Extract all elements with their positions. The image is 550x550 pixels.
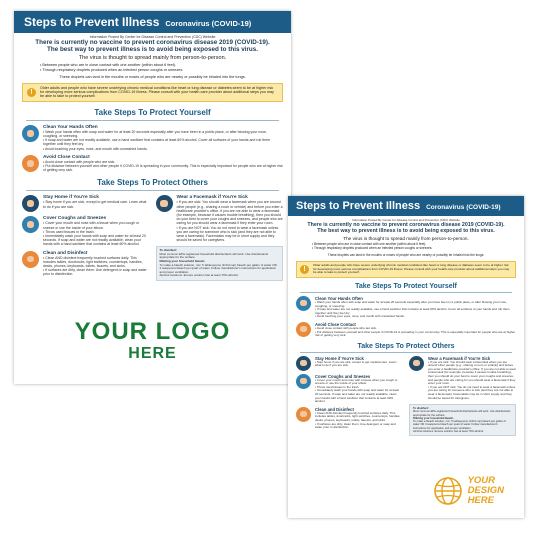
list-item [409,356,516,401]
list-item [22,125,283,151]
item-text: If soap and water are not readily available, use a hand sanitizer that contains at least 60% alcohol. Cover all surfaces of your hands and rub them together until they feel dry. [43,138,271,147]
callout-text: Older adults and people who have severe underlying chronic medical conditions like heart or lung disease or diabetes seem to be at higher risk for developing more serious complications from COVID-19 illness. Please consult with your health care provider about additional steps you may be able to take to protect yourself. [313,262,510,275]
design-line-1: YOUR [467,475,496,487]
item-line: • Immediately wash your hands with soap and water for at least 20 seconds. If soap and water are not readily available, clean your hands with a hand sanitizer that contains at least 60% alcohol. [315,388,399,404]
design-line-3: HERE [467,494,494,506]
facemask-icon [409,356,424,371]
item-title: Clean and Disinfect [43,250,88,256]
item-title: Wear a Facemask if You're Sick [428,355,491,361]
divider [300,292,512,293]
item-line: • If you are sick: You should wear a facemask when you are around other people (e.g., sharing a room or vehicle) and before you enter a healthcare provider's office. If you are not able to wear a facemask (for example, because it causes trouble breathing), then you should do your best to cover your coughs and sneezes, and people who are caring for you should wear a facemask if they enter your room. [428,359,516,386]
bullet-text: Through respiratory droplets produced when an infected person coughs or sneezes. [42,68,184,73]
item-text: Avoid close contact with people who are sick. [316,325,377,330]
item-text: Wash your hands often with soap and water for at least 20 seconds especially after you have been in a public place, or after blowing your nose, coughing, or sneezing. [315,299,507,308]
disinfect-line: Most common EPA-registered household disinfectants will work. Use disinfectants appropriate for the surface. [159,251,269,260]
item-line: • Stay home if you are sick, except to get medical care. Learn what to do if you are sick. [43,200,147,209]
droplets-note: These droplets can land in the mouths or noses of people who are nearby or possibly be inhaled into the lungs. [327,252,485,257]
item-line: • Avoid touching your eyes, nose, and mouth with unwashed hands. [43,146,148,151]
item-title: Cover Coughs and Sneezes [43,216,107,222]
bullet-text: Between people who are in close contact with one another (within about 6 feet). [314,242,427,247]
item-text: Avoid close contact with people who are sick. [45,159,116,164]
list-item [296,322,516,338]
spray-bottle-icon [296,407,311,422]
disinfect-line: Diluting your household bleach. [413,416,454,420]
item-line: • Wash your hands often with soap and water for at least 20 seconds especially after you have been in a public place, or after blowing your nose, coughing, or sneezing. [43,129,267,139]
bullet-item: • Through respiratory droplets produced when an infected person coughs or sneezes. [312,246,433,250]
poster-header [288,196,524,216]
item-title: Clean Your Hands Often [315,295,363,301]
disinfect-line: To disinfect: [413,407,429,411]
poster-subtitle: Coronavirus (COVID-19) [426,204,501,211]
item-line: • Avoid close contact with people who are sick. [43,159,116,164]
disinfect-line: Most common EPA-registered household disinfectants will work. Use disinfectants appropriate for the surface. [413,410,511,417]
poster-your-design [288,196,524,518]
list-item [296,296,516,319]
attribution: Information Posted By Center for Disease Control and Prevention (CDC) Website [352,218,460,222]
list-item [22,251,150,277]
item-title: Stay Home if You're Sick [315,355,364,361]
item-line: • Avoid close contact with people who are sick. [315,325,377,330]
logo-placeholder [14,320,291,362]
others-left-column [296,353,403,436]
others-right-column [156,191,284,281]
warning-icon: ! [300,265,309,274]
item-title: Cover Coughs and Sneezes [315,373,371,379]
section-protect-yourself: Take Steps To Protect Yourself [355,282,457,290]
poster-your-logo [14,11,291,384]
hand-washing-icon [22,125,39,142]
item-text: Stay home if you are sick, except to get medical care. Learn what to do if you are sick. [315,359,397,368]
item-text: Throw used tissues in the trash. [316,384,360,389]
item-line: • If you are NOT sick: You do not need to wear a facemask unless you are caring for someone who is sick (and they are not able to wear a facemask). Facemasks may be in short supply and they should be saved for caregivers. [176,225,279,243]
item-title: Clean and Disinfect [315,406,354,412]
item-line: • If you are sick: You should wear a facemask when you are around other people (e.g., sharing a room or vehicle) and before you enter a healthcare provider's office. If you are not able to wear a facemask (for example, because it causes trouble breathing), then you should do your best to cover your coughs and sneezes, and people who are caring for you should wear a facemask if they enter your room. [176,200,283,226]
bullet-item: • Between people who are in close contact with one another (within about 6 feet). [312,242,427,247]
item-line: • Clean AND disinfect frequently touched surfaces daily. This includes tables, doorknobs, light switches, countertops, handles, desks, phones, keyboards, toilets, faucets, and sinks. [43,255,143,268]
hand-washing-icon [296,296,311,311]
bullet-text: Through respiratory droplets produced when an infected person coughs or sneezes. [313,246,433,250]
bullet-item: • Through respiratory droplets produced when an infected person coughs or sneezes. [40,68,184,73]
item-title: Avoid Close Contact [315,321,356,327]
design-text [468,476,504,506]
item-title: Clean Your Hands Often [43,124,98,130]
spread-statement: The virus is thought to spread mainly from person-to-person. [78,55,227,62]
warning-icon: ! [27,88,36,97]
item-text: If soap and water are not readily available, use a hand sanitizer that contains at least 60% alcohol. Cover all surfaces of your hands and rub them together until they feel dry. [315,307,510,315]
spray-bottle-icon [22,251,39,268]
item-line: • If surfaces are dirty, clean them: Use detergent or soap and water prior to disinfection. [315,421,396,430]
item-line: • If soap and water are not readily available, use a hand sanitizer that contains at least 60% alcohol. Cover all surfaces of your hands and rub them together until they feel dry. [43,138,271,147]
item-text: Avoid touching your eyes, nose, and mouth with unwashed hands. [316,314,405,319]
item-line: • Throw used tissues in the trash. [315,384,360,389]
callout-text: Older adults and people who have severe underlying chronic medical conditions like heart or lung disease or diabetes seem to be at higher risk for developing more serious complications from COVID-19 illness. Please consult with your health care provider about additional steps you may be able to take to protect yourself. [40,85,274,99]
disinfect-line: Alcohol solutions. Ensure solution has at least 70% alcohol. [159,273,239,278]
item-text: If you are NOT sick: You do not need to wear a facemask unless you are caring for someone who is sick (and they are not able to wear a facemask). Facemasks may be in short supply and they should be saved for caregivers. [176,225,279,243]
person-icon [296,356,311,371]
item-line: • If soap and water are not readily available, use a hand sanitizer that contains at least 60% alcohol. Cover all surfaces of your hands and rub them together until they feel dry. [315,307,510,315]
lead-line-1: There is currently no vaccine to prevent coronavirus disease 2019 (COVID-19). [307,222,505,228]
item-title: Avoid Close Contact [43,154,90,160]
bullet-item: • Between people who are in close contact with one another (within about 6 feet). [40,63,176,68]
item-text: Put distance between yourself and other people if COVID-19 is spreading in your community. This is especially important for people who are at higher risk of getting very sick. [43,164,283,173]
item-text: Clean AND disinfect frequently touched surfaces daily. This includes tables, doorknobs, light switches, countertops, handles, desks, phones, keyboards, toilets, faucets, and sinks. [315,410,401,423]
item-text: Wash your hands often with soap and water for at least 20 seconds especially after you have been in a public place, or after blowing your nose, coughing, or sneezing. [43,129,267,139]
section-protect-yourself: Take Steps To Protect Yourself [94,107,211,117]
poster-header [14,11,291,33]
item-text: If surfaces are dirty, clean them: Use detergent or soap and water prior to disinfection. [43,268,147,277]
design-placeholder [433,476,504,506]
item-text: Cover your mouth and nose with a tissue when you cough or sneeze or use the inside of your elbow. [43,221,140,230]
poster-subtitle: Coronavirus (COVID-19) [165,19,252,28]
attribution: Information Posted By Center for Disease Control and Prevention (CDC) Website [89,35,216,39]
person-icon [22,195,39,212]
disinfect-line: Diluting your household bleach. [159,259,206,264]
item-text: If you are sick: You should wear a facemask when you are around other people (e.g., sharing a room or vehicle) and before you enter a healthcare provider's office. If you are not able to wear a facemask (for example, because it causes trouble breathing), then you should do your best to cover your coughs and sneezes, and people who are caring for you should wear a facemask if they enter your room. [428,359,516,386]
item-line: • Wash your hands often with soap and water for at least 20 seconds especially after you have been in a public place, or after blowing your nose, coughing, or sneezing. [315,299,507,308]
list-item [296,356,403,371]
item-text: Immediately wash your hands with soap and water for at least 20 seconds. If soap and water are not readily available, clean your hands with a hand sanitizer that contains at least 60% alcohol. [43,233,146,247]
logo-line-1: YOUR LOGO [74,318,231,345]
item-line: • Cover your mouth and nose with a tissue when you cough or sneeze or use the inside of your elbow. [315,377,398,386]
house-icon [22,155,39,172]
disinfect-line: To make a bleach solution, mix: 5 tablespoons (1/3rd cup) bleach per gallon of water OR 4 teaspoons bleach per quart of water. Follow manufacturer's instructions for application and proper ventilation. [413,420,506,430]
item-line: • If you are NOT sick: You do not need to wear a facemask unless you are caring for someone who is sick (and they are not able to wear a facemask). Facemasks may be in short supply and they should be saved for caregivers. [428,384,516,400]
poster-title: Steps to Prevent Illness [24,15,160,29]
others-right-column [409,353,516,436]
item-text: Avoid touching your eyes, nose, and mouth with unwashed hands. [45,146,148,151]
spread-statement: The virus is thought to spread mainly from person-to-person. [343,236,469,242]
item-text: Clean AND disinfect frequently touched surfaces daily. This includes tables, doorknobs, light switches, countertops, handles, desks, phones, keyboards, toilets, faucets, and sinks. [43,255,143,268]
item-text: Throw used tissues in the trash. [45,229,95,234]
item-text: If you are sick: You should wear a facemask when you are around other people (e.g., sharing a room or vehicle) and before you enter a healthcare provider's office. If you are not able to wear a facemask (for example, because it causes trouble breathing), then you should do your best to cover your coughs and sneezes, and people who are caring for you should wear a facemask if they enter your room. [176,200,283,226]
lead-line-2: The best way to prevent illness is to avoid being exposed to this virus. [317,228,495,235]
item-text: Put distance between yourself and other people if COVID-19 is spreading in your community. This is especially important for people who are at higher risk of getting very sick. [315,329,516,338]
item-line: • If surfaces are dirty, clean them: Use detergent or soap and water prior to disinfection. [43,268,147,277]
list-item [296,407,403,430]
list-item [22,216,150,246]
item-line: • Cover your mouth and nose with a tissue when you cough or sneeze or use the inside of your elbow. [43,221,140,230]
item-text: If you are NOT sick: You do not need to wear a facemask unless you are caring for someone who is sick (and they are not able to wear a facemask). Facemasks may be in short supply and they should be saved for caregivers. [428,384,516,400]
high-risk-callout [22,83,283,102]
droplets-note: These droplets can land in the mouths or noses of people who are nearby or possibly be inhaled into the lungs. [59,74,246,79]
disinfect-box [409,404,516,436]
item-line: • Avoid touching your eyes, nose, and mouth with unwashed hands. [315,314,405,319]
bullet-text: Between people who are in close contact with one another (within about 6 feet). [42,63,176,68]
lead-line-2: The best way to prevent illness is to avoid being exposed to this virus. [47,46,258,54]
house-icon [296,322,311,337]
others-left-column [22,191,150,281]
facemask-icon [156,195,173,212]
design-line-2: DESIGN [467,485,504,497]
poster-title: Steps to Prevent Illness [296,200,421,212]
item-line: • Put distance between yourself and other people if COVID-19 is spreading in your community. This is especially important for people who are at higher risk of getting very sick. [315,329,516,338]
item-text: Immediately wash your hands with soap and water for at least 20 seconds. If soap and water are not readily available, clean your hands with a hand sanitizer that contains at least 60% alcohol. [315,388,399,404]
item-line: • Stay home if you are sick, except to get medical care. Learn what to do if you are sick. [315,359,397,368]
item-title: Stay Home if You're Sick [43,195,99,201]
tissue-icon [296,374,311,389]
disinfect-line: Alcohol solutions. Ensure solution has at least 70% alcohol. [413,429,484,433]
section-protect-others: Take Steps To Protect Others [97,178,208,188]
high-risk-callout [296,261,516,278]
globe-icon [433,476,463,506]
item-line: • Clean AND disinfect frequently touched surfaces daily. This includes tables, doorknobs, light switches, countertops, handles, desks, phones, keyboards, toilets, faucets, and sinks. [315,410,401,423]
disinfect-box [156,246,284,281]
disinfect-line: To disinfect: [159,248,178,253]
section-protect-others: Take Steps To Protect Others [357,342,455,350]
item-line: • Put distance between yourself and other people if COVID-19 is spreading in your community. This is especially important for people who are at higher risk of getting very sick. [43,164,283,173]
others-columns [296,353,516,436]
list-item [22,155,283,173]
list-item [296,374,403,404]
item-line: • Throw used tissues in the trash. [43,229,95,234]
list-item [156,195,284,242]
item-title: Wear a Facemask if You're Sick [176,195,248,201]
item-text: If surfaces are dirty, clean them: Use detergent or soap and water prior to disinfection. [315,421,396,430]
lead-line-1: There is currently no vaccine to prevent coronavirus disease 2019 (COVID-19). [35,39,270,46]
list-item [22,195,150,212]
item-text: Cover your mouth and nose with a tissue when you cough or sneeze or use the inside of your elbow. [315,377,398,386]
item-text: Stay home if you are sick, except to get medical care. Learn what to do if you are sick. [43,200,147,209]
tissue-icon [22,216,39,233]
disinfect-line: To make a bleach solution, mix: 5 tablespoons (1/3rd cup) bleach per gallon of water OR 4 teaspoons bleach per quart of water. Follow manufacturer's instructions for application and proper ventilation. [159,262,277,274]
item-line: • Immediately wash your hands with soap and water for at least 20 seconds. If soap and water are not readily available, clean your hands with a hand sanitizer that contains at least 60% alcohol. [43,233,146,247]
others-columns [22,191,283,281]
logo-line-2: HERE [128,345,177,362]
divider [26,120,279,121]
